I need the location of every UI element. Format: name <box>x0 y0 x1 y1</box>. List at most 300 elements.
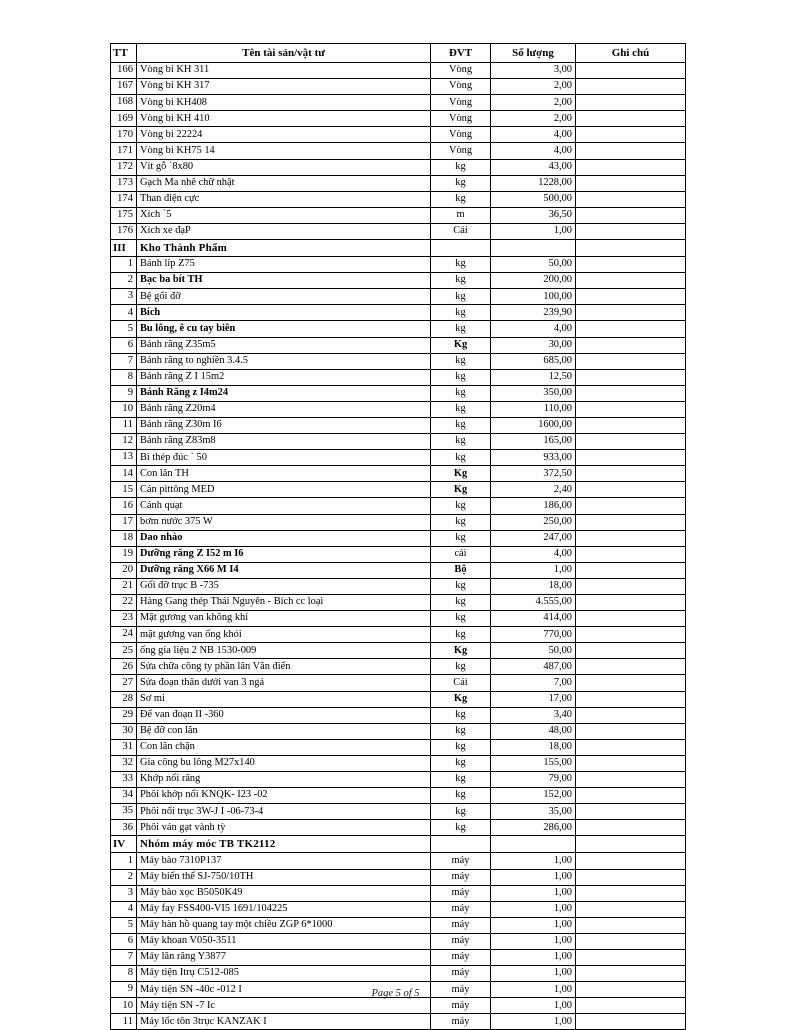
cell-name: Bánh răng Z I 15m2 <box>137 369 431 385</box>
cell-note <box>576 417 686 433</box>
cell-quantity: 1,00 <box>491 917 576 933</box>
table-row <box>111 401 686 417</box>
cell-note <box>576 111 686 127</box>
table-row <box>111 530 686 546</box>
cell-quantity: 30,00 <box>491 337 576 353</box>
cell-tt: 4 <box>111 305 137 321</box>
cell-tt: 23 <box>111 611 137 627</box>
column-header-unit: ĐVT <box>431 44 491 63</box>
cell-quantity: 487,00 <box>491 659 576 675</box>
cell-name: Máy biến thế SJ-750/10TH <box>137 869 431 885</box>
cell-quantity: 4,00 <box>491 321 576 337</box>
cell-note <box>576 933 686 949</box>
cell-name: Vòng bi KH 317 <box>137 79 431 95</box>
cell-tt: 19 <box>111 546 137 562</box>
cell-tt: 13 <box>111 450 137 466</box>
cell-quantity: 1600,00 <box>491 417 576 433</box>
cell-note <box>576 627 686 643</box>
cell-quantity: 100,00 <box>491 289 576 305</box>
cell-note <box>576 321 686 337</box>
table-row <box>111 869 686 885</box>
column-header-note: Ghi chú <box>576 44 686 63</box>
cell-name: Bệ gối đỡ <box>137 289 431 305</box>
table-row <box>111 79 686 95</box>
table-row <box>111 127 686 143</box>
column-header-name: Tên tài sản/vật tư <box>137 44 431 63</box>
cell-unit: kg <box>431 417 491 433</box>
cell-unit: kg <box>431 788 491 804</box>
cell-unit: máy <box>431 853 491 869</box>
cell-tt: 2 <box>111 273 137 289</box>
cell-note <box>576 804 686 820</box>
table-row <box>111 675 686 691</box>
cell-quantity: 1,00 <box>491 901 576 917</box>
cell-note <box>576 273 686 289</box>
cell-quantity: 247,00 <box>491 530 576 546</box>
cell-name: Xích `5 <box>137 207 431 223</box>
table-row <box>111 289 686 305</box>
cell-tt: 5 <box>111 917 137 933</box>
cell-unit: kg <box>431 514 491 530</box>
cell-tt: 10 <box>111 401 137 417</box>
cell-quantity: 1,00 <box>491 853 576 869</box>
cell-quantity: 17,00 <box>491 691 576 707</box>
cell-unit: kg <box>431 723 491 739</box>
cell-note <box>576 337 686 353</box>
cell-unit: kg <box>431 611 491 627</box>
cell-tt: 168 <box>111 95 137 111</box>
cell-note <box>576 482 686 498</box>
cell-quantity: 1,00 <box>491 1014 576 1030</box>
cell-tt: 18 <box>111 530 137 546</box>
cell-name: Máy tiện SN -7 Ic <box>137 998 431 1014</box>
cell-note <box>576 514 686 530</box>
cell-name: Nhóm máy móc TB TK2112 <box>137 836 431 853</box>
cell-name: Máy bào 7310P137 <box>137 853 431 869</box>
cell-name: Khớp nối răng <box>137 772 431 788</box>
cell-unit: kg <box>431 804 491 820</box>
cell-tt: 5 <box>111 321 137 337</box>
cell-quantity: 165,00 <box>491 434 576 450</box>
cell-quantity: 1228,00 <box>491 175 576 191</box>
cell-name: Con lăn chặn <box>137 739 431 755</box>
cell-name: Vòng bi 22224 <box>137 127 431 143</box>
table-header <box>111 44 686 63</box>
cell-name: Con lăn TH <box>137 466 431 482</box>
cell-unit: máy <box>431 949 491 965</box>
cell-name: Máy lăn răng Y3877 <box>137 949 431 965</box>
cell-name: Vòng bi KH 410 <box>137 111 431 127</box>
cell-quantity: 1,00 <box>491 966 576 982</box>
cell-name: Máy fay FSS400-VI5 1691/104225 <box>137 901 431 917</box>
cell-note <box>576 401 686 417</box>
cell-unit <box>431 240 491 257</box>
cell-note <box>576 466 686 482</box>
cell-unit: máy <box>431 885 491 901</box>
cell-quantity: 1,00 <box>491 869 576 885</box>
cell-tt: 24 <box>111 627 137 643</box>
cell-name: Phôi khớp nối KNQK- I23 -02 <box>137 788 431 804</box>
table-section-row <box>111 240 686 257</box>
cell-unit: Vòng <box>431 79 491 95</box>
table-row <box>111 191 686 207</box>
cell-name: Sơ mi <box>137 691 431 707</box>
cell-note <box>576 723 686 739</box>
cell-name: bơm nước 375 W <box>137 514 431 530</box>
cell-quantity: 3,00 <box>491 63 576 79</box>
cell-note <box>576 998 686 1014</box>
cell-note <box>576 820 686 836</box>
cell-tt: 4 <box>111 901 137 917</box>
cell-note <box>576 707 686 723</box>
cell-unit: kg <box>431 498 491 514</box>
cell-unit: Kg <box>431 691 491 707</box>
table-row <box>111 450 686 466</box>
table-row <box>111 659 686 675</box>
cell-name: Bánh răng Z83m8 <box>137 434 431 450</box>
cell-quantity: 4,00 <box>491 143 576 159</box>
table-row <box>111 691 686 707</box>
cell-name: Dao nhào <box>137 530 431 546</box>
cell-name: Máy lốc tôn 3trục KANZAK I <box>137 1014 431 1030</box>
cell-unit: Kg <box>431 466 491 482</box>
cell-tt: 11 <box>111 1014 137 1030</box>
cell-note <box>576 546 686 562</box>
table-row <box>111 546 686 562</box>
cell-note <box>576 691 686 707</box>
table-row <box>111 498 686 514</box>
cell-quantity: 36,50 <box>491 207 576 223</box>
table-row <box>111 901 686 917</box>
cell-quantity: 1,00 <box>491 885 576 901</box>
cell-quantity <box>491 836 576 853</box>
cell-unit: kg <box>431 305 491 321</box>
cell-name: Xích xe đạP <box>137 223 431 239</box>
cell-quantity: 48,00 <box>491 723 576 739</box>
table-row <box>111 788 686 804</box>
cell-quantity: 250,00 <box>491 514 576 530</box>
table-row <box>111 595 686 611</box>
cell-tt: 1 <box>111 257 137 273</box>
cell-tt: 30 <box>111 723 137 739</box>
cell-name: ống gia liệu 2 NB 1530-009 <box>137 643 431 659</box>
cell-note <box>576 788 686 804</box>
cell-quantity: 685,00 <box>491 353 576 369</box>
cell-quantity: 4,00 <box>491 127 576 143</box>
cell-tt: 7 <box>111 949 137 965</box>
cell-note <box>576 127 686 143</box>
cell-note <box>576 643 686 659</box>
cell-note <box>576 175 686 191</box>
table-row <box>111 627 686 643</box>
cell-tt: 1 <box>111 853 137 869</box>
cell-quantity: 1,00 <box>491 933 576 949</box>
table-row <box>111 273 686 289</box>
cell-name: Than điện cực <box>137 191 431 207</box>
cell-note <box>576 966 686 982</box>
cell-tt: 6 <box>111 933 137 949</box>
cell-quantity: 239,90 <box>491 305 576 321</box>
cell-quantity: 200,00 <box>491 273 576 289</box>
cell-tt: 166 <box>111 63 137 79</box>
cell-unit: kg <box>431 450 491 466</box>
inventory-table-container <box>110 43 685 1030</box>
table-row <box>111 739 686 755</box>
table-row <box>111 223 686 239</box>
cell-unit: Vòng <box>431 111 491 127</box>
cell-tt: 173 <box>111 175 137 191</box>
cell-tt: 16 <box>111 498 137 514</box>
cell-unit: Cái <box>431 223 491 239</box>
column-header-quantity: Số lượng <box>491 44 576 63</box>
cell-name: Dưỡng răng Z I52 m I6 <box>137 546 431 562</box>
table-row <box>111 562 686 578</box>
table-section-row <box>111 836 686 853</box>
cell-unit: kg <box>431 659 491 675</box>
table-row <box>111 772 686 788</box>
cell-note <box>576 755 686 771</box>
cell-quantity: 3,40 <box>491 707 576 723</box>
cell-note <box>576 853 686 869</box>
cell-unit: Vòng <box>431 95 491 111</box>
table-row <box>111 466 686 482</box>
table-row <box>111 207 686 223</box>
cell-tt: 167 <box>111 79 137 95</box>
cell-tt: 32 <box>111 755 137 771</box>
cell-name: Gia công bu lông M27x140 <box>137 755 431 771</box>
cell-tt: 176 <box>111 223 137 239</box>
table-row <box>111 337 686 353</box>
table-row <box>111 998 686 1014</box>
cell-name: Bánh răng Z35m5 <box>137 337 431 353</box>
cell-tt: 7 <box>111 353 137 369</box>
table-row <box>111 933 686 949</box>
cell-unit: kg <box>431 191 491 207</box>
page-footer: Page 5 of 5 <box>371 988 420 999</box>
cell-note <box>576 578 686 594</box>
cell-tt: 174 <box>111 191 137 207</box>
cell-tt: 3 <box>111 885 137 901</box>
cell-tt: 172 <box>111 159 137 175</box>
table-header-row <box>111 44 686 63</box>
table-row <box>111 417 686 433</box>
cell-tt: 22 <box>111 595 137 611</box>
table-row <box>111 885 686 901</box>
cell-name: Gạch Ma nhê chữ nhật <box>137 175 431 191</box>
cell-unit: Kg <box>431 337 491 353</box>
table-row <box>111 95 686 111</box>
cell-tt: 12 <box>111 434 137 450</box>
cell-note <box>576 385 686 401</box>
cell-note <box>576 901 686 917</box>
cell-note <box>576 191 686 207</box>
cell-name: Máy hàn hồ quang tay một chiều ZGP 6*1000 <box>137 917 431 933</box>
cell-quantity: 500,00 <box>491 191 576 207</box>
cell-quantity: 18,00 <box>491 739 576 755</box>
table-row <box>111 63 686 79</box>
cell-unit: máy <box>431 966 491 982</box>
cell-note <box>576 369 686 385</box>
cell-name: Hàng Gang thép Thái Nguyên - Bích cc loại <box>137 595 431 611</box>
table-row <box>111 611 686 627</box>
cell-quantity: 414,00 <box>491 611 576 627</box>
cell-name: Phôi nối trục 3W-J I -06-73-4 <box>137 804 431 820</box>
cell-name: Bánh răng Z20m4 <box>137 401 431 417</box>
cell-quantity: 1,00 <box>491 998 576 1014</box>
table-row <box>111 723 686 739</box>
cell-tt: 8 <box>111 966 137 982</box>
cell-quantity: 7,00 <box>491 675 576 691</box>
cell-tt: 15 <box>111 482 137 498</box>
cell-note <box>576 159 686 175</box>
cell-quantity: 2,00 <box>491 95 576 111</box>
cell-note <box>576 949 686 965</box>
cell-tt: 11 <box>111 417 137 433</box>
table-row <box>111 804 686 820</box>
table-row <box>111 1014 686 1030</box>
cell-note <box>576 675 686 691</box>
cell-quantity: 35,00 <box>491 804 576 820</box>
cell-name: Mặt gương van không khí <box>137 611 431 627</box>
cell-name: Bích <box>137 305 431 321</box>
cell-quantity: 372,50 <box>491 466 576 482</box>
cell-unit: Vòng <box>431 143 491 159</box>
cell-quantity: 12,50 <box>491 369 576 385</box>
table-row <box>111 369 686 385</box>
cell-note <box>576 450 686 466</box>
cell-note <box>576 498 686 514</box>
cell-unit: kg <box>431 434 491 450</box>
cell-tt: 14 <box>111 466 137 482</box>
cell-name: Bu lông, ê cu tay biên <box>137 321 431 337</box>
table-row <box>111 111 686 127</box>
cell-quantity: 50,00 <box>491 643 576 659</box>
cell-name: Vòng bi KH75 14 <box>137 143 431 159</box>
cell-tt: 169 <box>111 111 137 127</box>
cell-quantity: 155,00 <box>491 755 576 771</box>
cell-quantity: 2,00 <box>491 79 576 95</box>
cell-name: mặt gương van ống khói <box>137 627 431 643</box>
cell-note <box>576 79 686 95</box>
cell-tt: 17 <box>111 514 137 530</box>
inventory-table <box>110 43 686 1030</box>
table-row <box>111 949 686 965</box>
cell-name: Máy khoan V050-3511 <box>137 933 431 949</box>
cell-unit: kg <box>431 627 491 643</box>
cell-unit: kg <box>431 401 491 417</box>
cell-tt: 27 <box>111 675 137 691</box>
cell-tt: 9 <box>111 385 137 401</box>
table-row <box>111 434 686 450</box>
cell-name: Máy bào xọc B5050K49 <box>137 885 431 901</box>
cell-unit: kg <box>431 578 491 594</box>
table-row <box>111 159 686 175</box>
cell-tt: IV <box>111 836 137 853</box>
cell-tt: 6 <box>111 337 137 353</box>
cell-note <box>576 595 686 611</box>
cell-note <box>576 772 686 788</box>
table-row <box>111 321 686 337</box>
cell-name: Cán pittông MED <box>137 482 431 498</box>
cell-note <box>576 240 686 257</box>
cell-tt: 31 <box>111 739 137 755</box>
cell-tt: 34 <box>111 788 137 804</box>
cell-tt: 171 <box>111 143 137 159</box>
cell-unit: Bộ <box>431 562 491 578</box>
table-row <box>111 820 686 836</box>
cell-unit: kg <box>431 530 491 546</box>
cell-note <box>576 289 686 305</box>
cell-unit: Kg <box>431 643 491 659</box>
cell-tt: 33 <box>111 772 137 788</box>
cell-unit: kg <box>431 772 491 788</box>
cell-tt: 8 <box>111 369 137 385</box>
cell-quantity: 50,00 <box>491 257 576 273</box>
cell-quantity: 2,40 <box>491 482 576 498</box>
cell-note <box>576 885 686 901</box>
cell-note <box>576 305 686 321</box>
cell-note <box>576 917 686 933</box>
cell-tt: 10 <box>111 998 137 1014</box>
cell-name: Vòng bi KH 311 <box>137 63 431 79</box>
cell-unit: máy <box>431 917 491 933</box>
cell-quantity: 2,00 <box>491 111 576 127</box>
table-body <box>111 63 686 1030</box>
cell-note <box>576 836 686 853</box>
cell-tt: 20 <box>111 562 137 578</box>
cell-quantity: 1,00 <box>491 562 576 578</box>
table-row <box>111 257 686 273</box>
table-row <box>111 514 686 530</box>
cell-unit: Cái <box>431 675 491 691</box>
cell-note <box>576 611 686 627</box>
cell-name: Vít gỗ `8x80 <box>137 159 431 175</box>
cell-name: Sửa đoạn thân dưới van 3 ngả <box>137 675 431 691</box>
cell-note <box>576 869 686 885</box>
table-row <box>111 305 686 321</box>
cell-tt: 21 <box>111 578 137 594</box>
cell-name: Bánh răng to nghiền 3.4.5 <box>137 353 431 369</box>
cell-name: Bánh líp Z75 <box>137 257 431 273</box>
cell-quantity: 18,00 <box>491 578 576 594</box>
cell-name: Bệ đỡ con lăn <box>137 723 431 739</box>
table-row <box>111 482 686 498</box>
cell-quantity: 110,00 <box>491 401 576 417</box>
cell-name: Bạc ba bít TH <box>137 273 431 289</box>
cell-note <box>576 207 686 223</box>
cell-tt: 29 <box>111 707 137 723</box>
cell-note <box>576 530 686 546</box>
cell-note <box>576 353 686 369</box>
table-row <box>111 643 686 659</box>
cell-unit: kg <box>431 273 491 289</box>
cell-quantity: 350,00 <box>491 385 576 401</box>
cell-unit: kg <box>431 257 491 273</box>
cell-unit: kg <box>431 820 491 836</box>
cell-name: Máy tiện Itrụ C512-085 <box>137 966 431 982</box>
cell-name: Vòng bi KH408 <box>137 95 431 111</box>
cell-unit: máy <box>431 901 491 917</box>
cell-unit <box>431 836 491 853</box>
cell-quantity: 286,00 <box>491 820 576 836</box>
cell-note <box>576 1014 686 1030</box>
table-row <box>111 966 686 982</box>
cell-unit: máy <box>431 1014 491 1030</box>
cell-unit: kg <box>431 739 491 755</box>
cell-tt: 35 <box>111 804 137 820</box>
cell-note <box>576 257 686 273</box>
cell-unit: máy <box>431 998 491 1014</box>
